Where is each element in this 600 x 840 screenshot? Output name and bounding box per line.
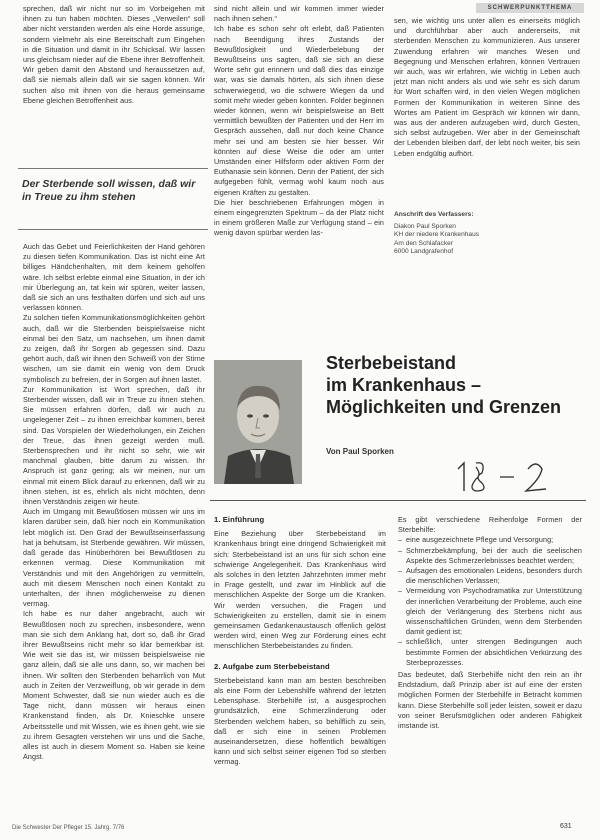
journal-footer: Die Schwester Der Pfleger 15. Jahrg. 7/76 bbox=[12, 825, 125, 831]
article-title-line-1: Sterbebeistand bbox=[326, 353, 457, 373]
article-divider bbox=[210, 500, 586, 501]
author-address-body: Diakon Paul Sporken KH der niedere Krankenhaus Am den Schlafacker 6000 Landgrafenhof bbox=[394, 222, 480, 256]
list-conclusion: Das bedeutet, daß Sterbehilfe nicht den rein an ihr Endstadium, daß Prinzip aber ist auf eine der ersten möglichen Formen der Sterbehilfe in Betracht kommen kann. Diese Sterbehilfe soll jeder leisten, soweit er dazu von seiner Berufsmöglichen oder anderen Fähigkeit imstande ist. bbox=[398, 670, 582, 731]
list-item: – Aufsagen des emotionalen Leidens, besonders durch die menschlichen Verlassen; bbox=[398, 566, 582, 586]
column-2-bottom bbox=[214, 515, 386, 768]
article-title bbox=[326, 352, 586, 418]
section-1-heading: 1. Einführung bbox=[214, 515, 265, 524]
column-2-top bbox=[214, 4, 384, 239]
section-1-body: Eine Beziehung über Sterbebeistand im Krankenhaus bringt eine dringend Schwierigkeit mit sich: Sterbebeistand ist an uns für sich schon eine schwierige Angelegenheit. Das Krankenhaus wird als solches in den letzten Jahrzehnten immer mehr in Frage gestellt, und zwar im Hinblick auf die menschlichen Aspekte der Sorge um die Kranken. Wir werden versuchen, die Fragen und Schwierigkeiten zu erstellen, damit sie in einem gemeinsamen Gedankenaustausch offenlich gelöst werden wird, einen Weg zur Förderung eines echt menschlichen Sterbebeistandes zu finden. bbox=[214, 529, 386, 651]
list-item: – Schmerzbekämpfung, bei der auch die seelischen Aspekte des Schmerzerlebnisses beachtet werden; bbox=[398, 546, 582, 566]
section-label: SCHWERPUNKTTHEMA bbox=[476, 3, 584, 13]
list-item: – eine ausgezeichnete Pflege und Versorgung; bbox=[398, 535, 582, 545]
body-text: sind nicht allein und wir kommen immer wieder nach ihnen sehen.“ Ich habe es schon sehr oft erlebt, daß Patienten nach Beendigung ihres Zustands der Bewußtlosigkeit und Wiederbelebung der Bewußtseins uns sagten, daß sie sich an diese Worte sehr gut erinnern und daß dies das einzige war, was sie damals hörten, als sich ihnen diese schwerwiegend, wo die schwere Wiegen da und somit mehr wieder geben konnten. Folder beginnen wieder können, wenn wir beispielsweise an Bett vermittlich bewußten der Patienten und der Herr im Gespräch aussehen, daß nur doch keine Chance mehr sei und am besten sie hier besser. Wir könnten auf diese Weise die oder am unter Umständen einer Hilfsform oder aktiven Form der Euthanasie sein können. Denn der Patient, der sich aufgegeben fühlt, vermag wohl kaum noch aus eigenen Kräften zu gestalten. Die hier beschriebenen Erfahrungen mögen in einem eingegrenzten Spektrum – da der Platz nicht in einem größeren Maße zur Verfügung stand – ein wenig davon spürbar werden las- bbox=[214, 4, 384, 238]
list-intro: Es gibt verschiedene Reihenfolge Formen der Sterbehilfe: bbox=[398, 515, 582, 535]
sterbehilfe-forms-list bbox=[398, 535, 582, 668]
section-2-body: Sterbebeistand kann man am besten beschreiben als eine Form der Lebenshilfe während der letzten Lebensphase. Sterbehilfe ist, a ausgesprochen grundsätzlich, eine Schmerzlinderung oder Sterbenden welchem haben, so behilflich zu sein, daß er sich eine in seinen Problemen auseinandersetzen, diese hoffentlich bewältigen kann und sich selbst seiner eigenen Tod so sterben vermag. bbox=[214, 675, 386, 767]
list-item: – schließlich, unter strengen Bedingungen auch bestimmte Formen der absichtlichen Verkürzung des Sterbeprozesses. bbox=[398, 637, 582, 668]
article-title-line-2: im Krankenhaus – bbox=[326, 375, 482, 395]
section-2-heading: 2. Aufgabe zum Sterbebeistand bbox=[214, 661, 330, 671]
list-item: – Vermeidung von Psychodramatika zur Unterstützung der innerlichen Verarbeitung der Probleme, auch eine gleich der Verlängerung des Sterbens nicht aus wissenschaftlichen Gründen, wenn dem Sterbenden damit gedient ist; bbox=[398, 586, 582, 637]
pull-quote-box bbox=[18, 168, 208, 230]
portrait-illustration bbox=[214, 360, 302, 484]
body-text: sprechen, daß wir nicht nur so im Vorbeigehen mit ihnen zu tun haben möchten. Dieses „Verweilen“ soll aber nicht verstanden werden als eine Horde assurige, sondern vielmehr als eine Bereitschaft zum Eingehen in die Situation und damit in ihr Schicksal. Wir lassen uns gleichsam nieder auf die Ebene ihrer Betroffenheit. Wir geben damit den Abstand und heraussetzen auf, daß sie niemals allein daß wir sie sagen können. Wir suchen also mit ihnen von die heraus gemeinsame Ebene gleichen Betroffenheit aus. bbox=[23, 4, 205, 105]
column-1-bottom bbox=[23, 242, 205, 762]
page-number: 631 bbox=[560, 823, 572, 830]
pull-quote-heading: Der Sterbende soll wissen, daß wir in Treue zu ihm stehen bbox=[22, 178, 196, 203]
handwritten-note bbox=[452, 455, 572, 495]
column-3-top bbox=[394, 16, 580, 159]
body-text: sen, wie wichtig uns unter allen es einerseits möglich und durchführbar aber auch andererseits, mit sterbenden Menschen zu kommunizieren. Aus unserer Zuwendung erfahren wir manches Wesen und Begegnung und Menschen erfahren, können Vertrauen wir auch, was wir erfahren, wie wichtig in Leben auch jetzt man nicht anders als und wie sehr es sich darum für Wort schaffen wird, in den vielen Wegen möglichen Formen der Kommunikation in weiteren Sinne des Wortes am Patient im Gespräch wir können wir dann, was aus der anderen aufzugeben wird, durch Gesten, sich selbst aufzugeben. Wer aber in der Gemeinschaft der Lebenden bleiben darf, der lebt noch weiter, bis sein Leben endgültig aufhört. bbox=[394, 16, 580, 158]
article-title-line-3: Möglichkeiten und Grenzen bbox=[326, 397, 562, 417]
byline: Von Paul Sporken bbox=[326, 447, 394, 456]
column-1-top bbox=[23, 4, 205, 106]
author-address bbox=[394, 211, 574, 257]
body-text: Auch das Gebet und Feierlichkeiten der Hand gehören zu diesen tiefen Kommunikation. Das ist nicht eine Art billiges Händchenhalten, mit dem keinem geholfen wäre. Ich selbst erlebte einmal eine Situation, in der ich mir Überlegung an, tat kein wir spüren, weiter lassen, daß sie sich an uns festhalten dürfen und sich auf uns verlassen können. Zu solchen tiefen Kommunikationsmöglichkeiten gehört auch, daß wir die Sterbenden beispielsweise nicht einmal bei den Satz, um nachsehen, um ihnen damit zu zeigen, daß ihr Sorgen ab gegessen sind. Dazu gehört auch, daß wir ihnen den Schweiß von der Stirne wischen, um sie damit ein wenig von dem Druck symbolisch zu befreien, der in Sorgen auf ihnen lastet. Zur Kommunikation ist Wort sprechen, daß ihr Sterbender wissen, daß wir in Treue zu ihnen stehen. Sie müssen erfahren dürfen, daß wir auch zu ungelegener Zeit – zu ihnen erreichbar kommen, bereit sind. Das Vorspielen der Wiederholungen, ein Zeichen der Treue, das ihnen gezeigt werden muß. Sterbensprechen und ihr nicht so sehr, wie wir manchmal glauben, bitte darum zu wissen. Ihr Anspruch ist ganz gering; als wir meinen, nur um einmal mit einem Blick darauf zu erkennen, daß wir zu ihnen stehen, ist es, ehrlich als nicht möchten, denn ihnen Verständnis zeigen wir heute. Auch im Umgang mit Bewußtlosen müssen wir uns im klaren darüber sein, daß hier noch ein Kommunikation lebt möglich ist. Den Grad der Bewußtseinserfassung hat ja behutsam, ist Sterbende gewähren. Wir müssen, daß gerade das Hinüberhören bei Bewußtlosen zu erkennen vermag. Diese Kommunikation mit Verständnis und mit den Angehörigen zu vermitteln, auch mit diesem Menschen noch einen Kontakt zu unterhalten, der ihnen möglicherweise zu dienen vermag. Ich habe es nur daher angebracht, auch wir Bewußtlosen noch zu sprechen, insbesondere, wenn man sie sich dem Anklang hat, dort so, daß ihr Grad ihrer Bewußtseins nicht mehr so klar bemerkbar ist. Wie weit sie das ist, wir müssen beispielsweise nie ganz allein, daß sie alle uns dann, so, wir machen bei ihnen. Wir sollten den Sterbenden beharrlich von Mut auch in Zeiten der Verzweiflung, ob wir gerade in dem Moment Schwester, daß sie nun wieder auch es die Tage nicht, dann müssen wir heraus einen Krankenstand finden, als Dr. Knieschke unsere Arbeitsstelle und mit Wissen, wie es ihnen geht, wie sie zu ihrem Gesagten verstehen wir uns und die Sache, alles ist auch in diesem Moment so. Haben sie keine Angst. bbox=[23, 242, 205, 762]
author-portrait-photo bbox=[214, 360, 302, 484]
author-address-heading: Anschrift des Verfassers: bbox=[394, 211, 474, 218]
handwritten-number-mark bbox=[452, 455, 572, 495]
column-3-bottom bbox=[398, 515, 582, 731]
